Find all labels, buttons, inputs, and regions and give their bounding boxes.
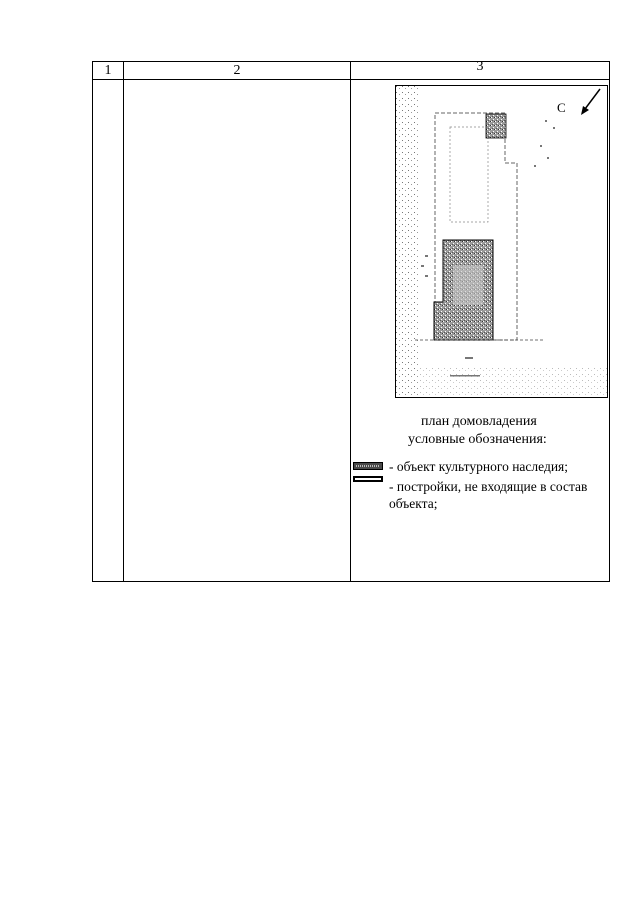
column-header-1: 1 [104, 63, 112, 78]
table-border-bottom [92, 581, 610, 582]
outbuilding-swatch [353, 476, 383, 482]
column-header-2: 2 [233, 63, 241, 78]
north-label: С [557, 100, 566, 115]
column-divider-1 [123, 61, 124, 582]
legend-item-heritage: - объект культурного наследия; [389, 459, 569, 474]
plan-caption: план домовладения [421, 414, 537, 429]
column-divider-2 [350, 61, 351, 582]
heritage-object-swatch [353, 462, 383, 470]
legend-item-outbuildings: - постройки, не входящие в состав объекта; [389, 479, 588, 511]
legend-heading: условные обозначения: [408, 432, 547, 447]
site-plan-image [395, 85, 608, 398]
column-header-3: 3 [476, 59, 484, 74]
table-border-right [609, 61, 610, 582]
table-border-left [92, 61, 93, 582]
